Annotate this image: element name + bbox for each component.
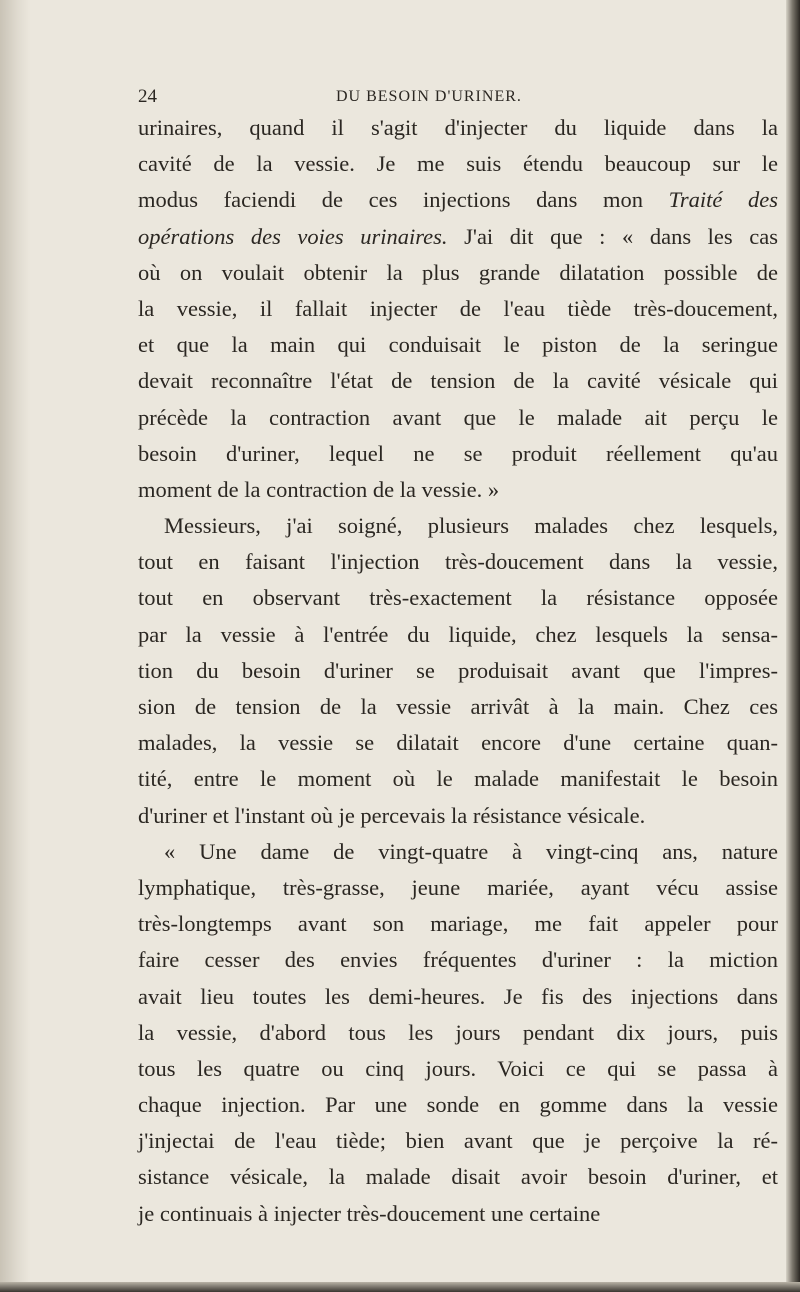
text-line: [138, 146, 778, 182]
text-line: [138, 1087, 778, 1123]
text-segment: faire cesser des envies fréquentes d'uriner : la miction: [138, 947, 778, 973]
page-bottom-edge: [0, 1282, 800, 1292]
text-line: [138, 182, 778, 218]
text-line: [138, 291, 778, 327]
text-segment: « Une dame de vingt-quatre à vingt-cinq ans, nature: [164, 838, 778, 864]
text-segment: cavité de la vessie. Je me suis étendu beaucoup sur le: [138, 151, 778, 177]
text-segment: lymphatique, très-grasse, jeune mariée, ayant vécu assise: [138, 874, 778, 900]
text-line: [138, 472, 778, 508]
text-segment: sistance vésicale, la malade disait avoir besoin d'uriner, et: [138, 1164, 778, 1190]
text-segment: d'uriner et l'instant où je percevais la résistance vésicale.: [138, 802, 646, 828]
text-segment: Messieurs, j'ai soigné, plusieurs malades chez lesquels,: [164, 513, 778, 539]
text-line: [138, 544, 778, 580]
text-line: [138, 1015, 778, 1051]
text-line: [138, 327, 778, 363]
text-segment: sion de tension de la vessie arrivât à la main. Chez ces: [138, 694, 778, 719]
text-line: [138, 400, 778, 436]
text-segment: où on voulait obtenir la plus grande dilatation possible de: [138, 259, 778, 285]
text-line: [138, 508, 778, 544]
text-segment: tité, entre le moment où le malade manifestait le besoin: [138, 766, 778, 792]
text-line: [138, 653, 778, 689]
page-number: 24: [138, 86, 157, 107]
text-segment: besoin d'uriner, lequel ne se produit réellement qu'au: [138, 440, 778, 466]
text-line: [138, 834, 778, 870]
text-segment: la vessie, il fallait injecter de l'eau tiède très-doucement,: [138, 295, 778, 321]
text-line: [138, 761, 778, 797]
text-segment: devait reconnaître l'état de tension de la cavité vésicale qui: [138, 368, 778, 394]
page-right-edge: [786, 0, 800, 1292]
text-segment: tout en observant très-exactement la résistance opposée: [138, 585, 778, 611]
text-line: [138, 1159, 778, 1195]
text-line: [138, 979, 778, 1015]
text-segment: urinaires, quand il s'agit d'injecter du liquide dans la: [138, 115, 778, 140]
text-segment: modus faciendi de ces injections dans mon: [138, 187, 669, 213]
text-segment: moment de la contraction de la vessie. »: [138, 476, 500, 502]
text-segment: tion du besoin d'uriner se produisait avant que l'impres-: [138, 657, 778, 683]
text-segment: la vessie, d'abord tous les jours pendant dix jours, puis: [138, 1019, 778, 1045]
text-line: [138, 870, 778, 906]
text-line: [138, 725, 778, 761]
text-segment: je continuais à injecter très-doucement une certaine: [138, 1200, 601, 1226]
running-head: DU BESOIN D'URINER.: [336, 88, 522, 105]
text-segment: tous les quatre ou cinq jours. Voici ce qui se passa à: [138, 1055, 778, 1081]
text-line: [138, 942, 778, 978]
text-line: [138, 580, 778, 616]
text-line: [138, 798, 778, 834]
text-line: [138, 1051, 778, 1087]
text-segment: précède la contraction avant que le malade ait perçu le: [138, 404, 778, 430]
text-line: [138, 617, 778, 653]
text-line: [138, 1196, 778, 1232]
text-segment: chaque injection. Par une sonde en gomme dans la vessie: [138, 1092, 778, 1118]
text-line: [138, 689, 778, 725]
text-segment: tout en faisant l'injection très-doucement dans la vessie,: [138, 549, 778, 575]
text-segment: malades, la vessie se dilatait encore d'une certaine quan-: [138, 730, 778, 756]
text-segment: J'ai dit que : « dans les cas: [447, 223, 778, 249]
body-text: [138, 110, 778, 1232]
text-segment: et que la main qui conduisait le piston de la seringue: [138, 332, 778, 358]
page-gutter-shadow: [0, 0, 30, 1292]
text-segment: par la vessie à l'entrée du liquide, chez lesquels la sensa-: [138, 621, 778, 647]
italic-text: Traité des: [668, 187, 779, 213]
text-line: [138, 906, 778, 942]
text-segment: très-longtemps avant son mariage, me fait appeler pour: [138, 911, 778, 937]
italic-text: opérations des voies urinaires.: [138, 223, 448, 249]
text-segment: avait lieu toutes les demi-heures. Je fis des injections dans: [138, 983, 778, 1009]
text-line: [138, 363, 778, 399]
text-line: [138, 436, 778, 472]
text-segment: j'injectai de l'eau tiède; bien avant que je perçoive la ré-: [138, 1128, 778, 1154]
text-line: [138, 219, 778, 255]
text-line: [138, 255, 778, 291]
text-line: [138, 1123, 778, 1159]
text-line: [138, 110, 778, 146]
